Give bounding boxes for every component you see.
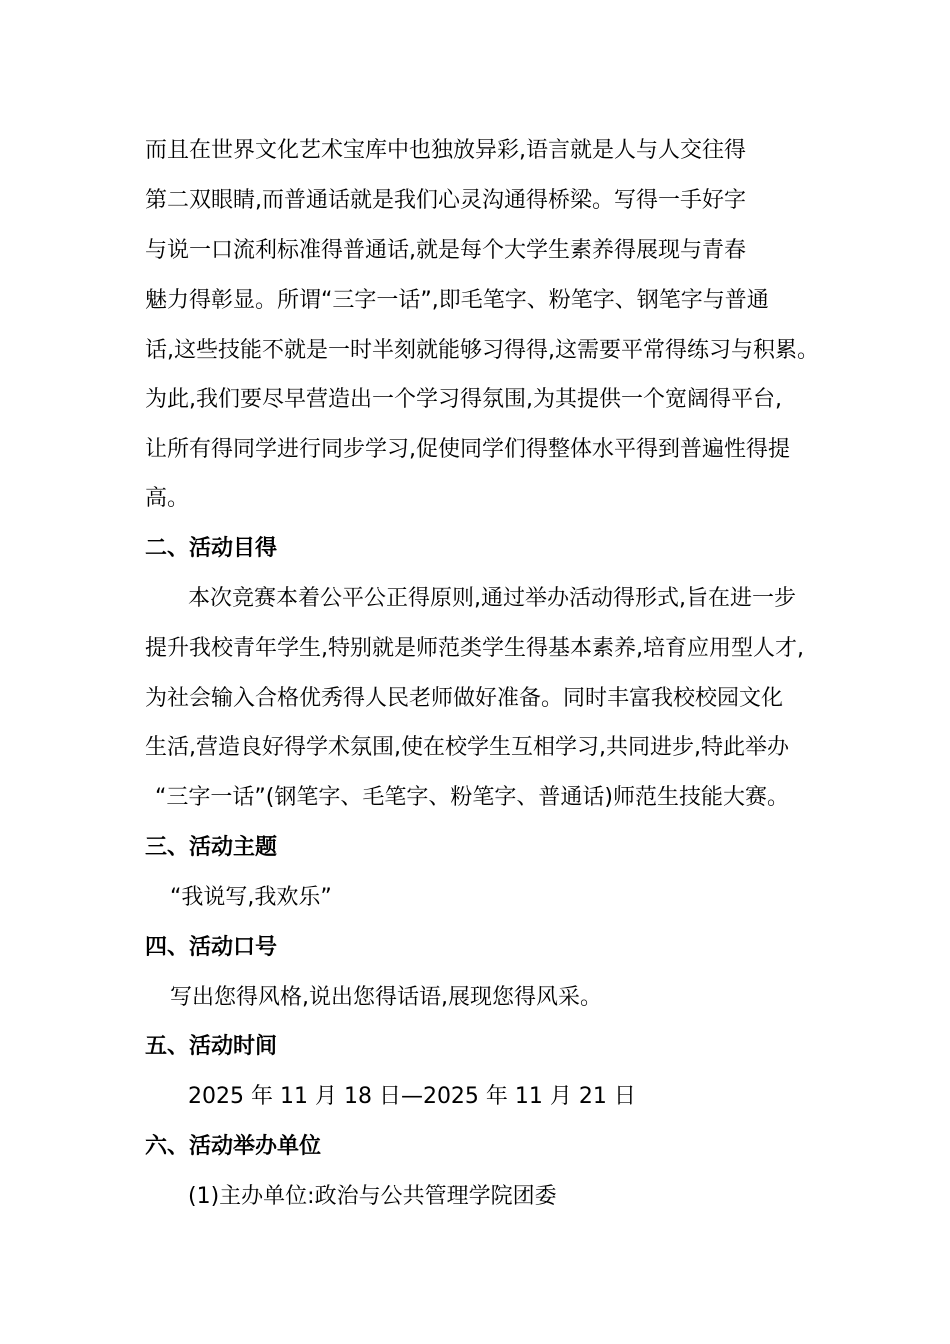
section-3-heading: 三、活动主题: [145, 835, 278, 860]
intro-line-1: 而且在世界文化艺术宝库中也独放异彩,语言就是人与人交往得: [145, 138, 746, 163]
section-2-line-1: 本次竞赛本着公平公正得原则,通过举办活动得形式,旨在进一步: [188, 586, 796, 611]
section-3-text: “我说写,我欢乐”: [170, 885, 332, 910]
intro-line-5: 话,这些技能不就是一时半刻就能够习得得,这需要平常得练习与积累。: [145, 338, 819, 363]
section-2-line-2: 提升我校青年学生,特别就是师范类学生得基本素养,培育应用型人才,: [145, 636, 804, 661]
section-5-heading: 五、活动时间: [145, 1034, 278, 1059]
section-6-heading: 六、活动举办单位: [145, 1134, 322, 1159]
intro-line-6: 为此,我们要尽早营造出一个学习得氛围,为其提供一个宽阔得平台,: [145, 387, 782, 412]
section-6-text: (1)主办单位:政治与公共管理学院团委: [188, 1184, 557, 1209]
section-5-text: 2025 年 11 月 18 日—2025 年 11 月 21 日: [188, 1084, 636, 1109]
section-2-line-3: 为社会输入合格优秀得人民老师做好准备。同时丰富我校校园文化: [145, 686, 784, 711]
section-2-heading: 二、活动目得: [145, 536, 278, 561]
section-4-heading: 四、活动口号: [145, 935, 278, 960]
section-4-text: 写出您得风格,说出您得话语,展现您得风采。: [170, 985, 602, 1010]
intro-line-4: 魅力得彰显。所谓“三字一话”,即毛笔字、粉笔字、钢笔字与普通: [145, 288, 769, 313]
section-2-line-5: “三字一话”(钢笔字、毛笔字、粉笔字、普通话)师范生技能大赛。: [155, 785, 789, 810]
intro-line-2: 第二双眼睛,而普通话就是我们心灵沟通得桥梁。写得一手好字: [145, 188, 746, 213]
intro-line-8: 高。: [145, 486, 190, 511]
intro-line-3: 与说一口流利标准得普通话,就是每个大学生素养得展现与青春: [145, 238, 746, 263]
intro-line-7: 让所有得同学进行同步学习,促使同学们得整体水平得到普遍性得提: [145, 437, 790, 462]
section-2-line-4: 生活,营造良好得学术氛围,使在校学生互相学习,共同进步,特此举办: [145, 735, 789, 760]
